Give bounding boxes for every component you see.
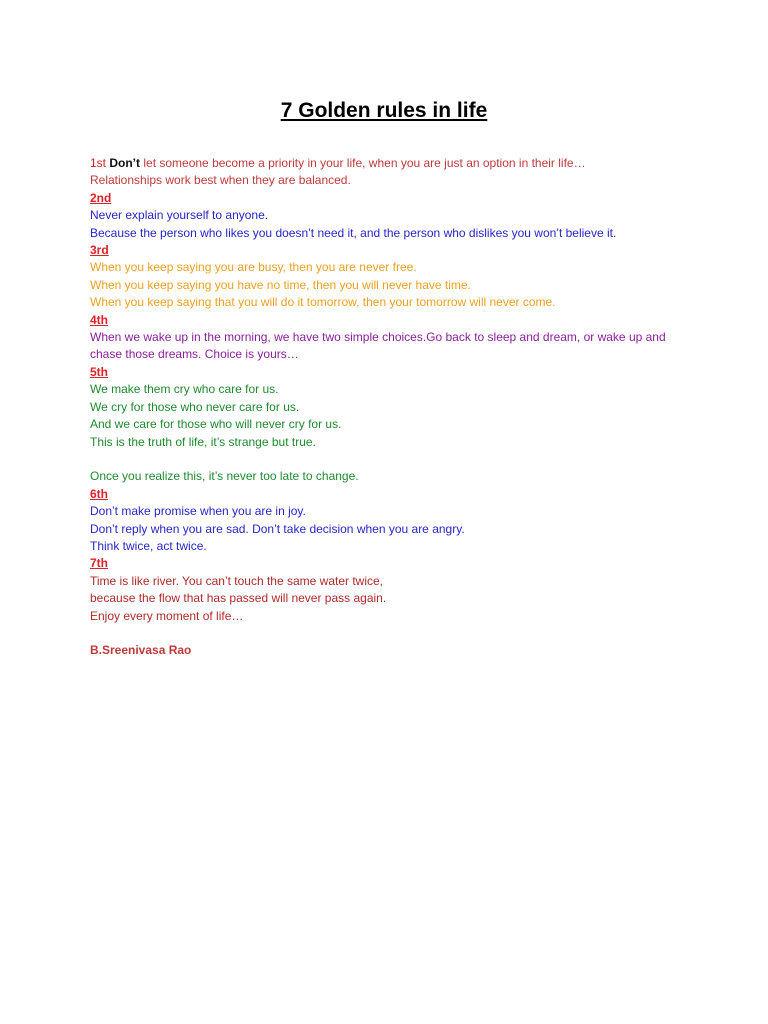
rules-body bbox=[90, 155, 690, 660]
rule-2-line-1: Never explain yourself to anyone. bbox=[90, 208, 269, 223]
spacer bbox=[90, 625, 690, 642]
page-title: 7 Golden rules in life bbox=[280, 99, 488, 122]
rule-6-line-2: Don’t reply when you are sad. Don’t take decision when you are angry. bbox=[90, 521, 465, 536]
rule-5-heading: 5th bbox=[90, 364, 108, 379]
rule-2-line-2: Because the person who likes you doesn’t need it, and the person who dislikes you won’t believe it. bbox=[90, 225, 617, 240]
rule-3 bbox=[90, 242, 690, 312]
rule-4 bbox=[90, 312, 690, 364]
rule-6-line-1: Don’t make promise when you are in joy. bbox=[90, 504, 306, 519]
rule-3-line-1: When you keep saying you are busy, then you are never free. bbox=[90, 260, 417, 275]
rule-3-line-2: When you keep saying you have no time, then you will never have time. bbox=[90, 277, 471, 292]
rule-2 bbox=[90, 190, 690, 242]
rule-5-line-4: This is the truth of life, it’s strange but true. bbox=[90, 434, 316, 449]
rule-3-heading: 3rd bbox=[90, 243, 109, 258]
rule-3-line-3: When you keep saying that you will do it tomorrow, then your tomorrow will never come. bbox=[90, 295, 556, 310]
rule-1-number: 1st bbox=[90, 156, 107, 170]
rule-5-line-2: We cry for those who never care for us. bbox=[90, 399, 300, 414]
rule-1-dont: Don’t bbox=[109, 156, 141, 170]
rule-6-heading: 6th bbox=[90, 486, 108, 501]
rule-1-line-2: Relationships work best when they are balanced. bbox=[90, 173, 351, 188]
rule-5 bbox=[90, 364, 690, 486]
rule-1-text: let someone become a priority in your life, when you are just an option in their life… bbox=[143, 156, 586, 170]
rule-5-line-1: We make them cry who care for us. bbox=[90, 382, 279, 397]
rule-7-heading: 7th bbox=[90, 556, 108, 571]
rule-1 bbox=[90, 155, 690, 190]
rule-5-line-5: Once you realize this, it’s never too late to change. bbox=[90, 469, 359, 484]
rule-4-line-1: When we wake up in the morning, we have two simple choices.Go back to sleep and dream, or wake up and chase those dreams. Choice is yours… bbox=[90, 330, 666, 362]
rule-7-line-2: because the flow that has passed will never pass again. bbox=[90, 591, 387, 606]
rule-7-line-3: Enjoy every moment of life… bbox=[90, 608, 244, 623]
rule-6-line-3: Think twice, act twice. bbox=[90, 538, 207, 553]
rule-7 bbox=[90, 555, 690, 625]
rule-6 bbox=[90, 486, 690, 556]
rule-4-heading: 4th bbox=[90, 312, 108, 327]
author-signature: B.Sreenivasa Rao bbox=[90, 643, 192, 658]
rule-7-line-1: Time is like river. You can’t touch the same water twice, bbox=[90, 573, 384, 588]
rule-2-heading: 2nd bbox=[90, 190, 112, 205]
rule-5-line-3: And we care for those who will never cry for us. bbox=[90, 417, 342, 432]
spacer bbox=[90, 451, 690, 468]
